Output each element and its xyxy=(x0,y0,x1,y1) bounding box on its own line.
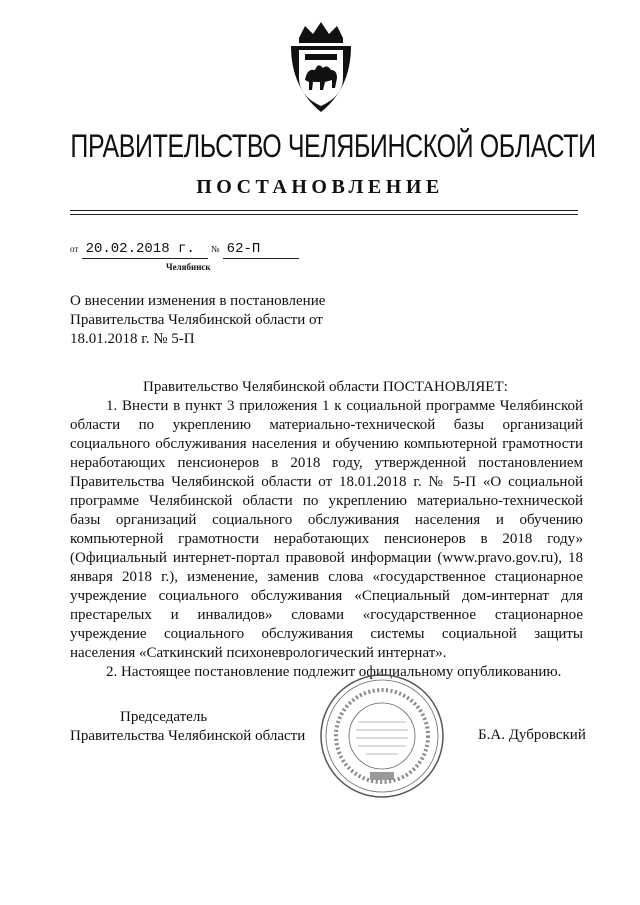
date-prefix: от xyxy=(70,244,79,254)
document-type: ПОСТАНОВЛЕНИЕ xyxy=(196,176,444,198)
signatory-title xyxy=(70,708,305,746)
subject-line: О внесении изменения в постановление xyxy=(70,293,326,309)
paragraph-2: 2. Настоящее постановление подлежит официальному опубликованию. xyxy=(106,664,562,680)
header-rule-top xyxy=(70,210,578,211)
document-number: 62-П xyxy=(223,241,299,259)
document-meta xyxy=(70,240,299,259)
subject-line: 18.01.2018 г. № 5-П xyxy=(70,331,195,347)
organization-title: ПРАВИТЕЛЬСТВО ЧЕЛЯБИНСКОЙ ОБЛАСТИ xyxy=(70,128,596,164)
signatory-name: Б.А. Дубровский xyxy=(478,727,586,743)
paragraph-1: 1. Внести в пункт 3 приложения 1 к социальной программе Челябинской области по укреплению материально-технической базы организаций социального обслуживания населения и обучению компьютерной грамотности неработающих пенсионеров в 2018 году, утвержденной постановлением Правительства Челябинской области от 18.01.2018 г. № 5-П «О социальной программе Челябинской области по укреплению материально-технической базы организаций социального обслуживания населения и обучению компьютерной грамотности неработающих пенсионеров в 2018 году» (Официальный интернет-портал правовой информации (www.pravo.gov.ru), 18 января 2018 г.), изменение, заменив слова «государственное стационарное учреждение социального обслуживания «Специальный дом-интернат для престарелых и инвалидов» словами «государственное стационарное учреждение социального обслуживания системы социальной защиты населения «Саткинский психоневрологический интернат». xyxy=(70,398,583,661)
signatory-title-line2: Правительства Челябинской области xyxy=(70,728,306,744)
number-prefix: № xyxy=(210,244,220,254)
document-date: 20.02.2018 г. xyxy=(82,241,208,259)
document-body xyxy=(70,378,583,682)
coat-of-arms-icon xyxy=(285,18,357,118)
official-seal-icon xyxy=(318,672,446,800)
document-subject xyxy=(70,292,325,349)
document-city: Челябинск xyxy=(166,262,211,272)
signatory-title-line1: Председатель xyxy=(120,709,208,725)
subject-line: Правительства Челябинской области от xyxy=(70,312,323,328)
preamble: Правительство Челябинской области ПОСТАНОВЛЯЕТ: xyxy=(143,379,508,395)
header-rule-bottom xyxy=(70,214,578,215)
